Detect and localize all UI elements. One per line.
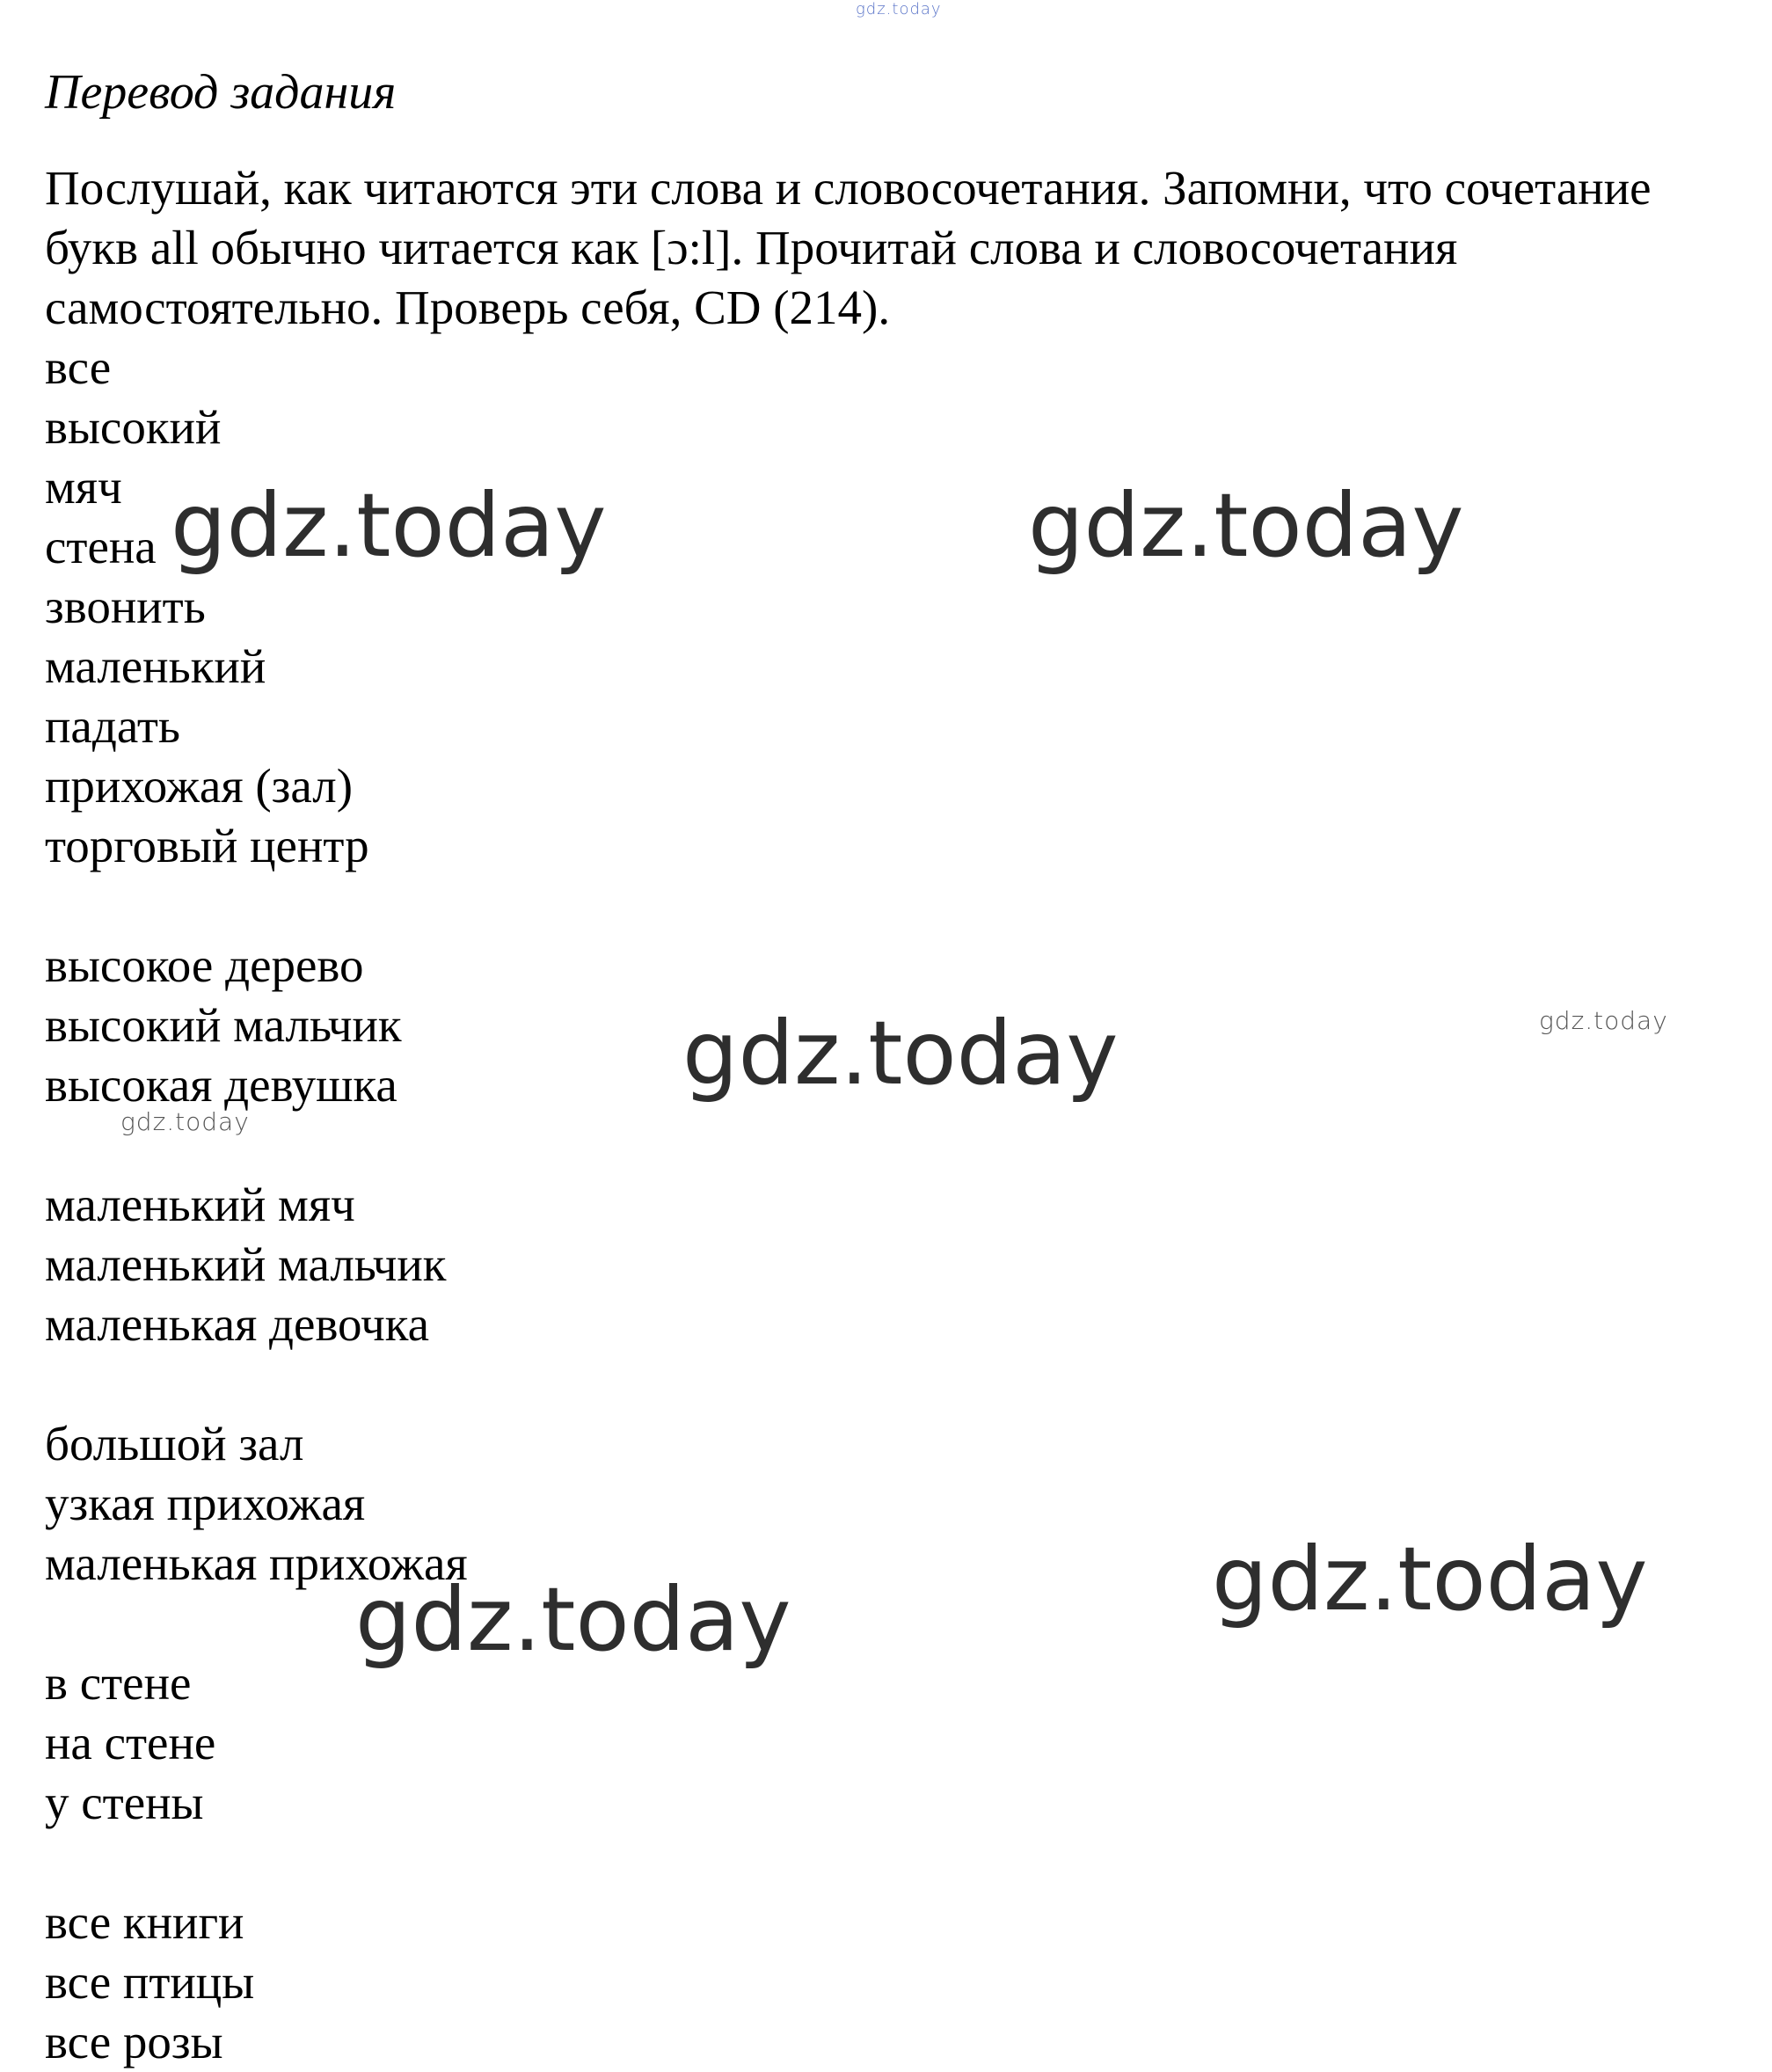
list-item: маленький [45,639,266,693]
list-item: высокий мальчик [45,998,402,1052]
list-item: высокое дерево [45,938,364,992]
list-item: большой зал [45,1417,304,1470]
group-spacer [45,1115,468,1175]
watermark-top: gdz.today [856,0,942,18]
list-item: маленький мяч [45,1178,355,1231]
list-item: маленькая прихожая [45,1536,468,1590]
list-item: падать [45,699,180,753]
list-item: узкая прихожая [45,1477,366,1530]
list-item: у стены [45,1776,204,1829]
word-list [45,338,468,2072]
list-item: высокая девушка [45,1058,397,1112]
list-item: все книги [45,1895,244,1949]
list-item: маленькая девочка [45,1297,430,1351]
list-item: звонить [45,580,206,633]
group-spacer [45,1833,468,1893]
list-item: торговый центр [45,819,369,872]
list-item: стена [45,520,157,573]
list-item: на стене [45,1716,216,1769]
instruction-line: букв all обычно читается как [ɔ:l]. Прочитай слова и словосочетания [45,221,1458,274]
watermark: gdz.today [1028,474,1464,577]
instruction-text [45,158,1768,338]
watermark: gdz.today [1539,1006,1668,1035]
watermark: gdz.today [355,1568,791,1671]
group-spacer [45,876,468,936]
watermark: gdz.today [1212,1528,1648,1631]
watermark: gdz.today [120,1107,250,1136]
page-title: Перевод задания [45,65,397,120]
list-item: мяч [45,460,122,514]
list-item: высокий [45,400,222,454]
list-item: все розы [45,2015,223,2068]
list-item: в стене [45,1656,192,1710]
instruction-line: самостоятельно. Проверь себя, CD (214). [45,281,891,334]
list-item: маленький мальчик [45,1237,447,1291]
list-item: все [45,340,112,394]
watermark: gdz.today [682,1002,1119,1105]
list-item: все птицы [45,1955,255,2009]
instruction-line: Послушай, как читаются эти слова и словосочетания. Запомни, что сочетание [45,161,1652,215]
group-spacer [45,1354,468,1414]
watermark: gdz.today [171,474,607,577]
list-item: прихожая (зал) [45,759,354,813]
